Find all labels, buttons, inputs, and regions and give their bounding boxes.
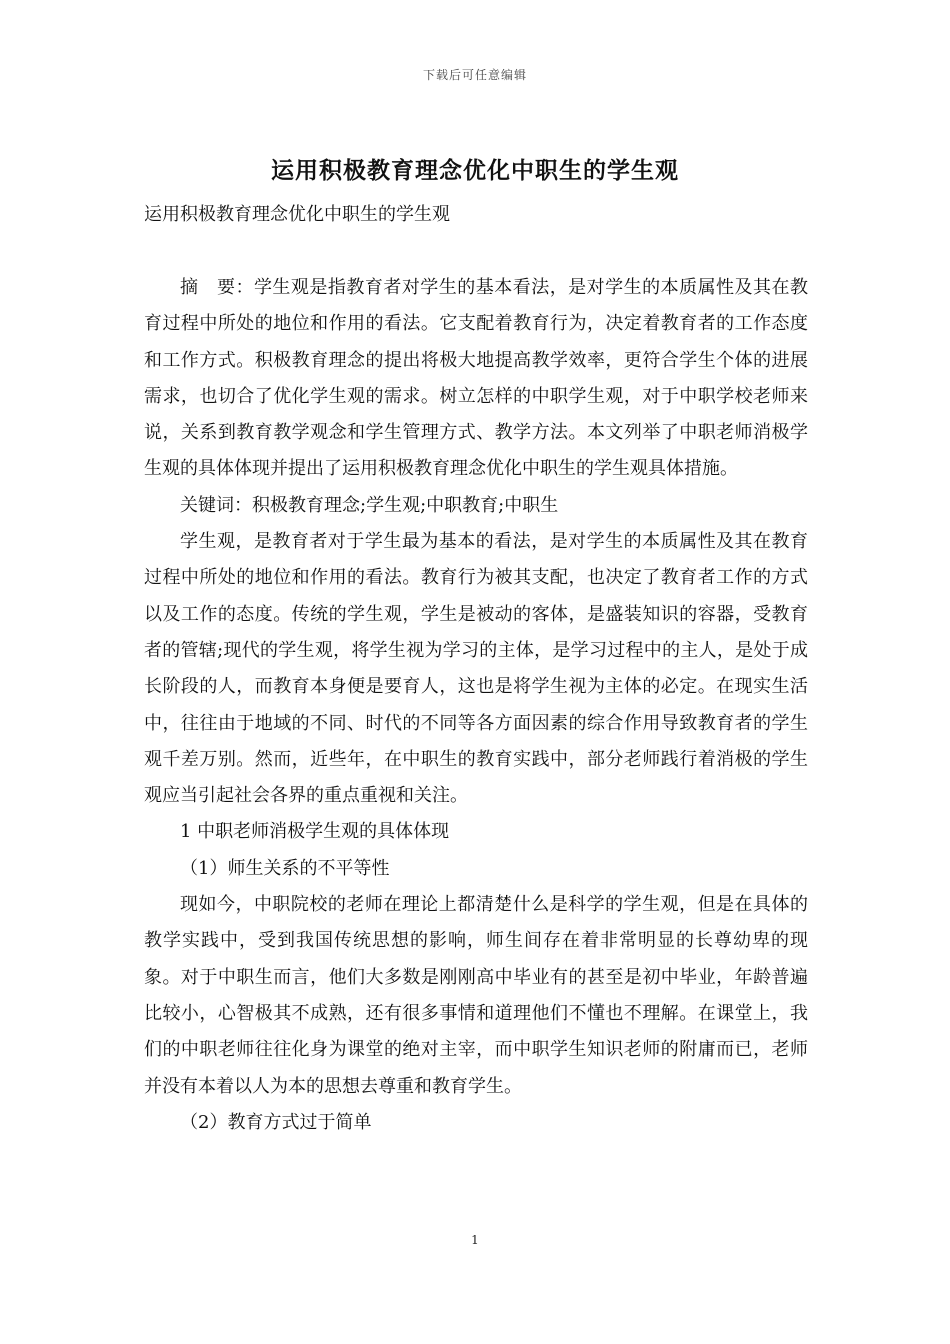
page-number: 1 — [471, 1233, 479, 1247]
subsection-1-paragraph: 现如今，中职院校的老师在理论上都清楚什么是科学的学生观，但是在具体的教学实践中，受到我国传统思想的影响，师生间存在着非常明显的长尊幼卑的现象。对于中职生而言，他们大多数是刚刚高中毕业有的甚至是初中毕业，年龄普遍比较小，心智极其不成熟，还有很多事情和道理他们不懂也不理解。在课堂上，我们的中职老师往往化身为课堂的绝对主宰，而中职学生知识老师的附庸而已，老师并没有本着以人为本的思想去尊重和教育学生。 — [144, 894, 808, 1097]
intro-paragraph: 学生观，是教育者对于学生最为基本的看法，是对学生的本质属性及其在教育过程中所处的地位和作用的看法。教育行为被其支配，也决定了教育者工作的方式以及工作的态度。传统的学生观，学生是被动的客体，是盛装知识的容器，受教育者的管辖;现代的学生观，将学生视为学习的主体，是学习过程中的主人，是处于成长阶段的人，而教育本身便是要育人，这也是将学生视为主体的必定。在现实生活中，往往由于地域的不同、时代的不同等各方面因素的综合作用导致教育者的学生观千差万别。然而，近些年，在中职生的教育实践中，部分老师践行着消极的学生观应当引起社会各界的重点重视和关注。 — [144, 531, 808, 807]
subsection-heading-1: （1）师生关系的不平等性 — [180, 857, 390, 879]
page-header: 下载后可任意编辑 — [422, 68, 527, 82]
document-subtitle: 运用积极教育理念优化中职生的学生观 — [144, 204, 450, 225]
section-heading-1: 1 中职老师消极学生观的具体体现 — [180, 821, 450, 843]
document-title: 运用积极教育理念优化中职生的学生观 — [271, 157, 679, 184]
document-body — [144, 270, 808, 1141]
subsection-heading-2: （2）教育方式过于简单 — [180, 1111, 372, 1133]
abstract-paragraph: 摘 要：学生观是指教育者对学生的基本看法，是对学生的本质属性及其在教育过程中所处的地位和作用的看法。它支配着教育行为，决定着教育者的工作态度和工作方式。积极教育理念的提出将极大地提高教学效率，更符合学生个体的进展需求，也切合了优化学生观的需求。树立怎样的中职学生观，对于中职学校老师来说，关系到教育教学观念和学生管理方式、教学方法。本文列举了中职老师消极学生观的具体体现并提出了运用积极教育理念优化中职生的学生观具体措施。 — [144, 277, 808, 480]
keywords-paragraph: 关键词：积极教育理念;学生观;中职教育;中职生 — [180, 494, 559, 516]
